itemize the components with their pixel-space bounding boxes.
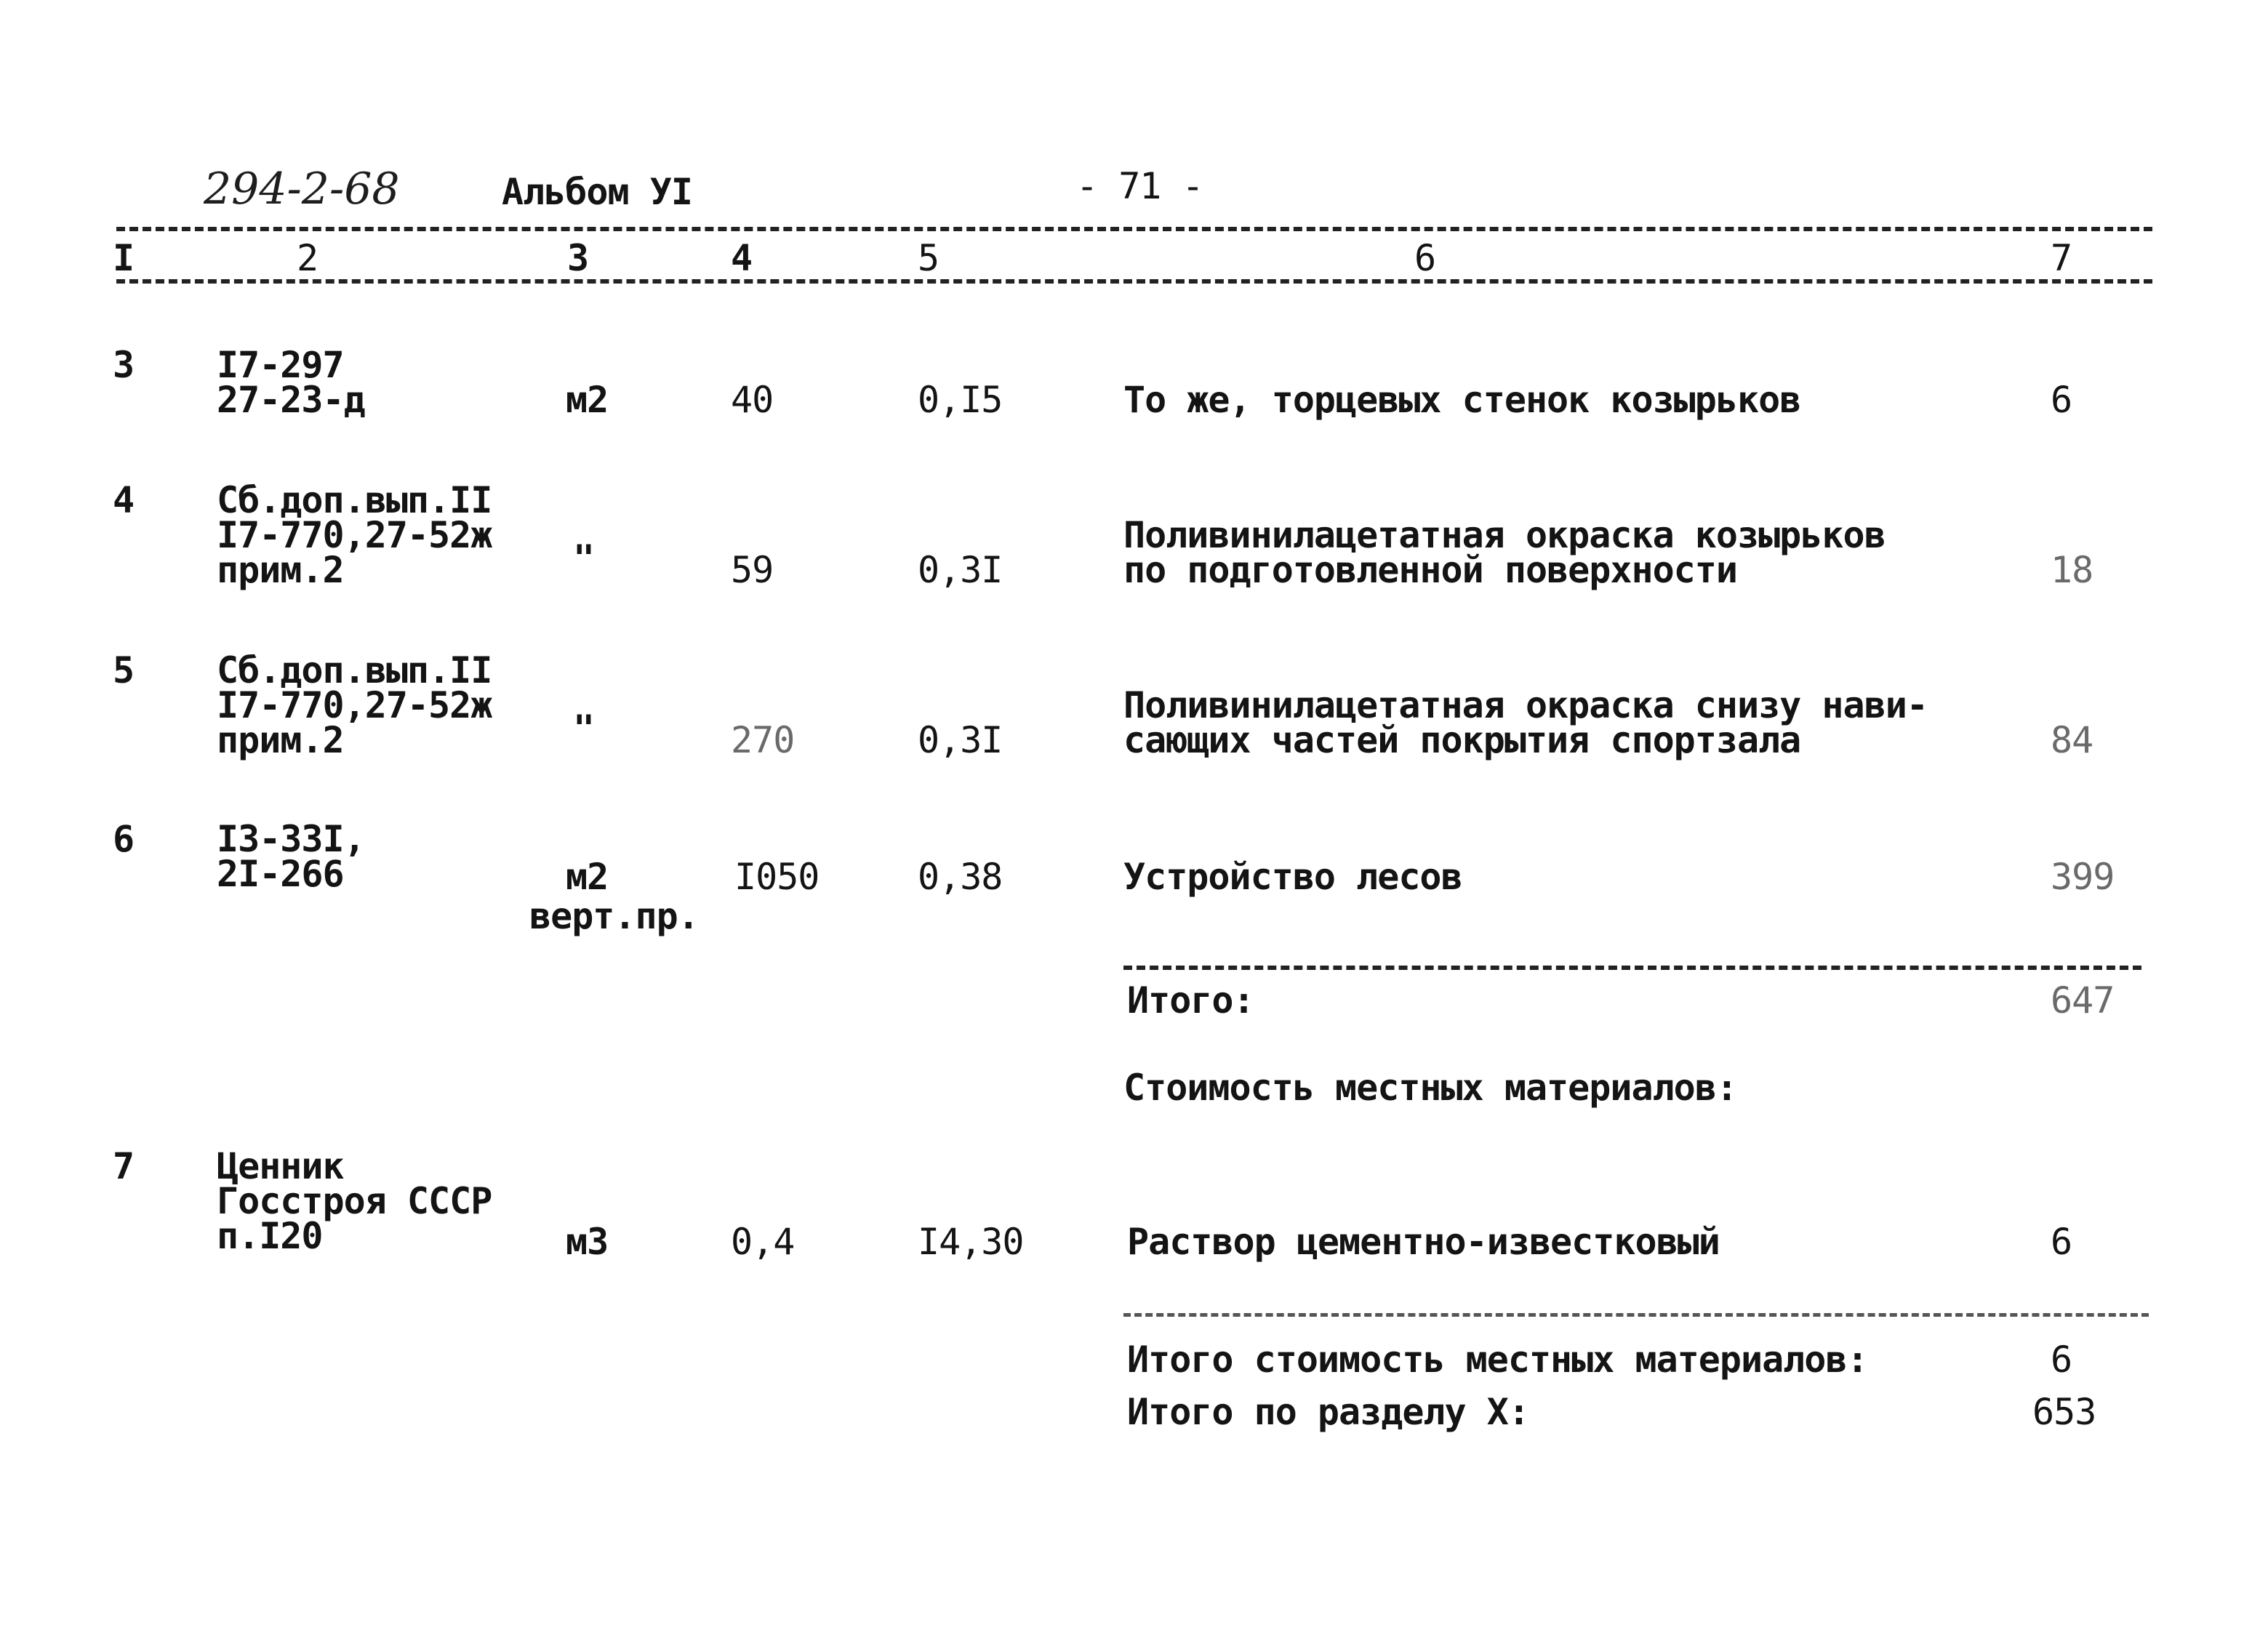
local-materials-total-label: Итого стоимость местных материалов: (1127, 1339, 1868, 1381)
column-header-6: 6 (1414, 237, 1437, 279)
column-header-4: 4 (731, 237, 753, 279)
row-description-line: То же, торцевых стенок козырьков (1123, 379, 1801, 421)
row-unit: м2 (566, 379, 609, 421)
row-quantity: 59 (731, 549, 774, 591)
subtotal-label: Итого: (1127, 979, 1254, 1022)
local-materials-heading: Стоимость местных материалов: (1123, 1067, 1737, 1109)
row-reference-line: I3-33I, (217, 818, 365, 860)
row-unit-price: 0,3I (918, 549, 1003, 591)
row-unit-price: I4,30 (918, 1221, 1024, 1263)
row-description-line: по подготовленной поверхности (1123, 549, 1737, 591)
row-description-line: Поливинилацетатная окраска снизу нави- (1123, 684, 1928, 726)
row-unit: верт.пр. (529, 895, 699, 937)
album-label: Альбом УI (502, 171, 692, 213)
row-number: 5 (113, 649, 135, 691)
row-unit: м3 (566, 1221, 609, 1263)
row-unit-price: 0,38 (918, 856, 1003, 898)
row-reference-line: 27-23-д (217, 379, 365, 421)
row-total: 84 (2051, 719, 2093, 761)
column-header-7: 7 (2051, 237, 2073, 279)
row-reference-line: I7-770,27-52ж (217, 684, 492, 726)
row-number: 4 (113, 479, 135, 521)
row-number: 3 (113, 344, 135, 386)
subtotal-value: 647 (2051, 979, 2115, 1022)
row-reference-line: прим.2 (217, 719, 344, 761)
row-quantity: 40 (731, 379, 774, 421)
row-reference-line: Госстроя СССР (217, 1180, 492, 1222)
row-total: 6 (2051, 379, 2072, 421)
column-header-1: I (113, 237, 135, 279)
row-number: 6 (113, 818, 135, 860)
row-description-line: Устройство лесов (1123, 856, 1462, 898)
row-quantity: I050 (734, 856, 820, 898)
row-unit: " (573, 707, 595, 750)
row-reference-line: I7-770,27-52ж (217, 514, 492, 556)
row-reference-line: п.I20 (217, 1215, 323, 1257)
row-reference-line: Сб.доп.вып.II (217, 479, 492, 521)
row-reference-line: Ценник (217, 1145, 344, 1187)
column-header-3: 3 (567, 237, 590, 279)
section-total-label: Итого по разделу X: (1127, 1391, 1529, 1433)
row-unit: " (573, 537, 595, 579)
row-reference-line: прим.2 (217, 549, 344, 591)
header-top-rule (116, 227, 2152, 231)
column-header-2: 2 (297, 237, 319, 279)
document-code: 294-2-68 (204, 164, 400, 214)
row-unit-price: 0,3I (918, 719, 1003, 761)
row-reference-line: 2I-266 (217, 853, 344, 895)
row-quantity: 0,4 (731, 1221, 795, 1263)
row-total: 18 (2051, 549, 2093, 591)
row-description-line: Поливинилацетатная окраска козырьков (1123, 514, 1886, 556)
page-number: - 71 - (1076, 165, 1203, 207)
subtotal-rule (1123, 966, 2141, 970)
row-description-line: Раствор цементно-известковый (1127, 1221, 1720, 1263)
totals-rule (1123, 1313, 2149, 1317)
row-total: 6 (2051, 1221, 2072, 1263)
row-reference-line: Сб.доп.вып.II (217, 649, 492, 691)
row-quantity: 270 (731, 719, 795, 761)
section-total-value: 653 (2032, 1391, 2096, 1433)
row-total: 399 (2051, 856, 2115, 898)
row-unit: м2 (566, 856, 609, 898)
header-bottom-rule (116, 279, 2152, 284)
row-description-line: сающих частей покрытия спортзала (1123, 719, 1801, 761)
column-header-5: 5 (918, 237, 940, 279)
row-reference-line: I7-297 (217, 344, 344, 386)
row-unit-price: 0,I5 (918, 379, 1003, 421)
local-materials-total-value: 6 (2051, 1339, 2072, 1381)
row-number: 7 (113, 1145, 135, 1187)
